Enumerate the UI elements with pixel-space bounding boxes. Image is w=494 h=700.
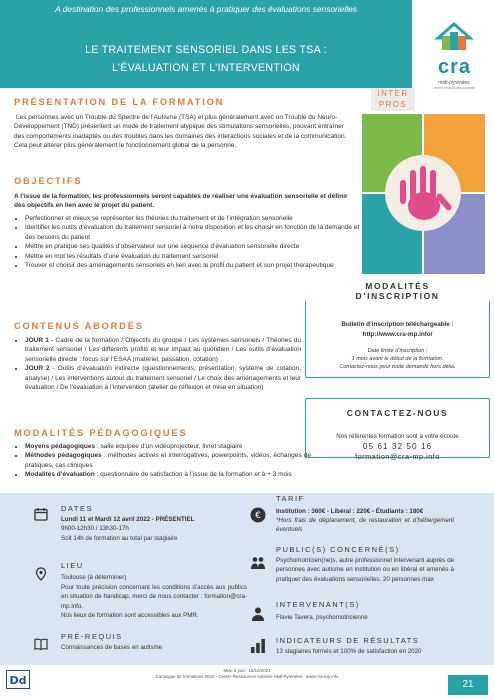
contact-title: CONTACTEZ-NOUS bbox=[346, 408, 449, 418]
location-pin-icon bbox=[34, 567, 48, 581]
lieu-pmr: Nos lieux de formation sont accessibles aux PMR. bbox=[61, 612, 199, 619]
indicateurs-title: INDICATEURS DE RÉSULTATS bbox=[276, 636, 420, 645]
list-item: • Identifier les outils d’évaluation du traitement sensoriel à notre disposition et les choisir en fonction de la demande et des besoins du patient bbox=[25, 223, 365, 242]
item-label: Moyens pédagogiques bbox=[25, 443, 96, 450]
list-item: • Mettre en pratique ses qualités d’observateur sur une séquence d’évaluation sensorielle directe bbox=[25, 242, 365, 251]
page-number: 21 bbox=[448, 675, 488, 695]
list-item bbox=[25, 442, 311, 451]
tagline: A destination des professionnels amenés à pratiquer des évaluations sensorielles bbox=[55, 4, 357, 14]
list-item: • Perfectionner et mieux se représenter les théories du traitement et de l’intégration sensorielle bbox=[25, 214, 365, 223]
people-icon bbox=[250, 555, 266, 571]
presentation-text: Les personnes avec un Trouble du Spectre de l’Autisme (TSA) et plus généralement avec un Trouble du Neuro-Développement (TND) présentent un mode de traitement atypique des stimulations sensorielles, pouvant entraîner des comportements inadaptés ou des troubles dans les domaines des interactions sociales et de la communication. Cela peut altérer plus généralement le fonctionnement global de la personne. bbox=[14, 114, 347, 150]
inscription-title-line1: MODALITÉS bbox=[365, 281, 430, 291]
item-label: Modalités d’évaluation bbox=[25, 471, 95, 479]
modalites-peda-list bbox=[14, 442, 311, 480]
list-item: • Mettre en mot les résultats d’une évaluation du traitement sensoriel bbox=[25, 252, 365, 261]
inscription-bulletin: Bulletin d’inscription téléchargeable : bbox=[341, 321, 454, 328]
dates-main: Lundi 11 et Mardi 12 avril 2022 - PRÉSENTIEL bbox=[61, 516, 195, 523]
item-text: : salle équipée d’un vidéoprojecteur, livret stagiaire bbox=[95, 443, 243, 450]
lieu-title: LIEU bbox=[61, 561, 84, 570]
tarif-main: Institution : 360€ - Libéral : 220€ - Étudiants : 180€ bbox=[276, 508, 424, 515]
modalites-peda-title: MODALITÉS PÉDAGOGIQUES bbox=[14, 428, 188, 438]
day-label: JOUR 1 bbox=[25, 337, 49, 344]
inter-pros-badge bbox=[371, 88, 415, 111]
logo-name: cra bbox=[438, 56, 472, 78]
indicateurs-text: 13 stagiaires formés et 100% de satisfaction en 2020 bbox=[276, 648, 422, 655]
book-icon bbox=[34, 637, 48, 651]
contenus-title: CONTENUS ABORDÉS bbox=[14, 321, 144, 331]
intervenant-text: Flavie Tavera, psychomotricienne bbox=[276, 614, 368, 621]
note-contact: Contactez-nous pour toute demande hors délai. bbox=[339, 364, 456, 370]
badge-line2: PROS bbox=[378, 100, 408, 109]
note-deadline: Date limite d’inscription : bbox=[367, 348, 428, 354]
cra-logo bbox=[420, 20, 484, 94]
tarif-note: *Hors frais de déplacement, de restauration et d’hébergement éventuels bbox=[276, 517, 454, 534]
logo-region: midi-pyrénées bbox=[438, 80, 470, 86]
euro-icon bbox=[250, 507, 266, 523]
page-title-line2: L’ÉVALUATION ET L’INTERVENTION bbox=[112, 62, 300, 74]
logo-subtitle: centre ressources autisme bbox=[433, 86, 475, 90]
contenus-list bbox=[14, 336, 301, 392]
objectifs-title: OBJECTIFS bbox=[14, 176, 83, 186]
dates-title: DATES bbox=[61, 504, 93, 513]
contact-phone[interactable]: 05 61 32 50 16 bbox=[362, 441, 433, 451]
objectifs-list bbox=[14, 214, 365, 270]
svg-text:€: € bbox=[255, 511, 261, 522]
list-item bbox=[25, 451, 311, 470]
inscription-notes bbox=[306, 347, 489, 371]
inscription-link[interactable]: http://www.cra-mp.info/ bbox=[362, 331, 433, 338]
note-delay: 1 mois avant le début de la formation. bbox=[351, 356, 444, 362]
prerequis-title: PRÉ-REQUIS bbox=[61, 632, 123, 641]
tarif-title: TARIF bbox=[276, 494, 305, 503]
chart-icon bbox=[250, 638, 266, 654]
day-text: - Cadre de la formation / Objectifs du groupe / Les systèmes sensoriels / Théories du traitement sensoriel / Les différents profils et leur impact au quotidien / Les outils d’évaluation sensorielle directe : focus sur l’ESAA (matériel, passation, cotation) bbox=[25, 337, 301, 363]
badge-line1: INTER bbox=[377, 89, 409, 98]
dates-hours: 9h00-12h30 / 13h30-17h bbox=[61, 525, 129, 532]
inscription-title bbox=[305, 281, 490, 301]
dates-total: Soit 14h de formation au total par stagiaire bbox=[61, 535, 178, 542]
intervenant-title: INTERVENANT(S) bbox=[276, 600, 360, 609]
public-text: Psychomotricien(ne)s, autre professionnel intervenant auprès de personnes avec autisme en institution ou en libéral et amenés à pratiquer des évaluations sensorielles. 20 personnes max bbox=[276, 557, 454, 583]
list-item bbox=[25, 364, 301, 392]
contact-email[interactable]: formation@cra-mp.info bbox=[355, 452, 440, 461]
svg-text:Dd: Dd bbox=[9, 674, 27, 687]
list-item bbox=[25, 336, 301, 364]
contact-intro: Nos référentes formation sont à votre écoute bbox=[336, 433, 459, 440]
footer bbox=[0, 668, 494, 680]
list-item: • Trouver et choisir des aménagements sensoriels en lien avec le profil du patient et son projet thérapeutique bbox=[25, 261, 365, 270]
day-label: JOUR 2 bbox=[25, 365, 50, 373]
item-label: Méthodes pédagogiques bbox=[25, 452, 102, 460]
prerequis-text: Connaissances de bases en autisme bbox=[61, 644, 163, 651]
item-text: : questionnaire de satisfaction à l’issue de la formation et à + 3 mois bbox=[94, 471, 292, 479]
presentation-title: PRÉSENTATION DE LA FORMATION bbox=[14, 97, 225, 107]
lieu-text: Pour toute précision concernant les conditions d’accès aux publics en situation de handicap, merci de nous contacter : formation@cra-mp.info. bbox=[61, 584, 247, 610]
objectifs-intro: A l’issue de la formation, les professionnels seront capables de réaliser une évaluation sensorielle et définir des objectifs en lien avec le projet du patient. bbox=[14, 193, 348, 210]
handprint-illustration bbox=[362, 114, 485, 274]
calendar-icon bbox=[34, 507, 48, 521]
lieu-city: Toulouse (à déterminer) bbox=[61, 574, 127, 581]
footer-update: Mise à jour : 15/10/2021 bbox=[223, 668, 271, 673]
public-title: PUBLIC(S) CONCERNÉ(S) bbox=[276, 545, 400, 554]
list-item bbox=[25, 470, 311, 479]
speaker-icon bbox=[250, 606, 266, 622]
day-text: - Outils d’évaluation indirecte (questionnements, présentation, système de cotation, analyse) / Les interventions autour du traitement sensoriel / Le choix des aménagements et leur évaluation / De l’évaluation à l’intervention (atelier de réflexion et mise en situation) bbox=[25, 365, 302, 392]
page-title-line1: LE TRAITEMENT SENSORIEL DANS LES TSA : bbox=[85, 44, 327, 56]
item-text: : méthodes actives et interrogatives, powerpoints, vidéos, échanges de pratiques, cas cliniques bbox=[25, 452, 312, 469]
inscription-title-line2: D’INSCRIPTION bbox=[355, 291, 440, 301]
footer-catalogue: Catalogue de formations 2022 - Centre Ressources Autisme Midi-Pyrénées - www.cra-mp.info bbox=[155, 674, 339, 679]
